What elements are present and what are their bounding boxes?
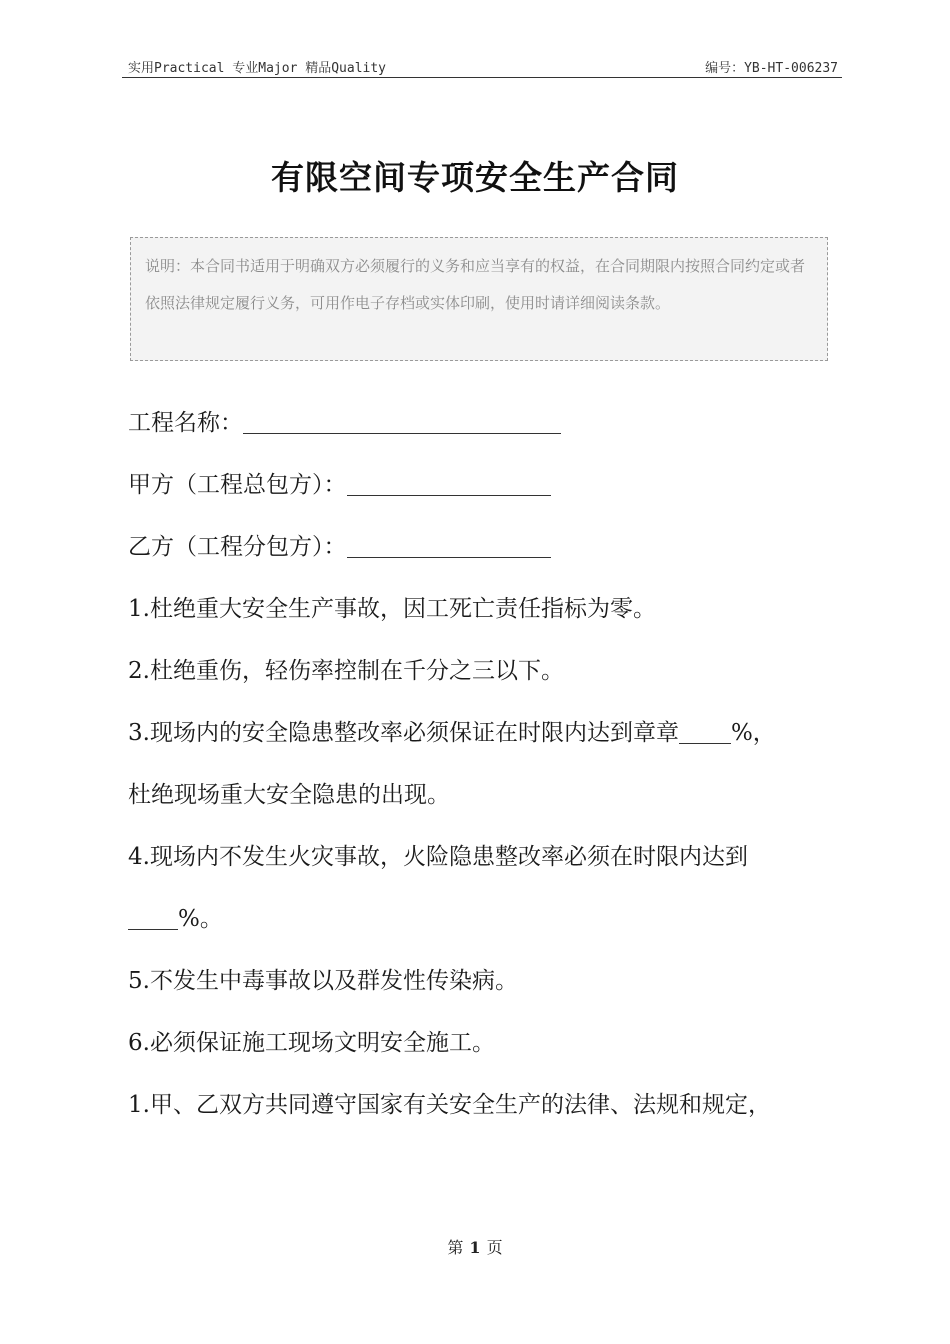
fill-in-blank[interactable] xyxy=(128,905,178,930)
page-footer xyxy=(0,1235,950,1258)
clause-5: 5.不发生中毒事故以及群发性传染病。 xyxy=(128,968,518,994)
field-project-name xyxy=(128,392,838,454)
field-label: 甲方（工程总包方）： xyxy=(128,472,347,498)
clause-4: 4.现场内不发生火灾事故，火险隐患整改率必须在时限内达到 xyxy=(128,844,748,870)
field-party-b xyxy=(128,516,838,578)
clause-2: 2.杜绝重伤，轻伤率控制在千分之三以下。 xyxy=(128,658,564,684)
page-prefix: 第 xyxy=(447,1238,464,1257)
clause-3-continued: 杜绝现场重大安全隐患的出现。 xyxy=(128,782,450,808)
document-number: 编号：YB-HT-006237 xyxy=(705,61,838,76)
clause-4-continued xyxy=(128,888,838,950)
notice-text: 说明：本合同书适用于明确双方必须履行的义务和应当享有的权益，在合同期限内按照合同约定或者依照法律规定履行义务，可用作电子存档或实体印刷，使用时请详细阅读条款。 xyxy=(145,257,806,312)
field-party-a xyxy=(128,454,838,516)
header-tagline: 实用Practical 专业Major 精品Quality xyxy=(128,61,387,76)
clause-suffix: %， xyxy=(730,720,776,746)
fill-in-blank[interactable] xyxy=(243,409,561,434)
clause-3 xyxy=(128,702,838,764)
fill-in-blank[interactable] xyxy=(679,719,731,744)
document-title: 有限空间专项安全生产合同 xyxy=(271,158,679,197)
clause-7: 1.甲、乙双方共同遵守国家有关安全生产的法律、法规和规定， xyxy=(128,1092,771,1118)
fill-in-blank[interactable] xyxy=(347,533,551,558)
clause-6: 6.必须保证施工现场文明安全施工。 xyxy=(128,1030,495,1056)
contract-body xyxy=(128,392,838,1136)
clause-suffix: %。 xyxy=(178,906,223,932)
clause-1: 1.杜绝重大安全生产事故，因工死亡责任指标为零。 xyxy=(128,596,656,622)
page-header xyxy=(122,53,842,78)
page-suffix: 页 xyxy=(486,1238,503,1257)
field-label: 工程名称： xyxy=(128,410,243,436)
clause-text: 3.现场内的安全隐患整改率必须保证在时限内达到章章 xyxy=(128,720,679,746)
field-label: 乙方（工程分包方）： xyxy=(128,534,347,560)
notice-box xyxy=(130,237,828,361)
fill-in-blank[interactable] xyxy=(347,471,551,496)
page-number: 1 xyxy=(469,1238,481,1257)
